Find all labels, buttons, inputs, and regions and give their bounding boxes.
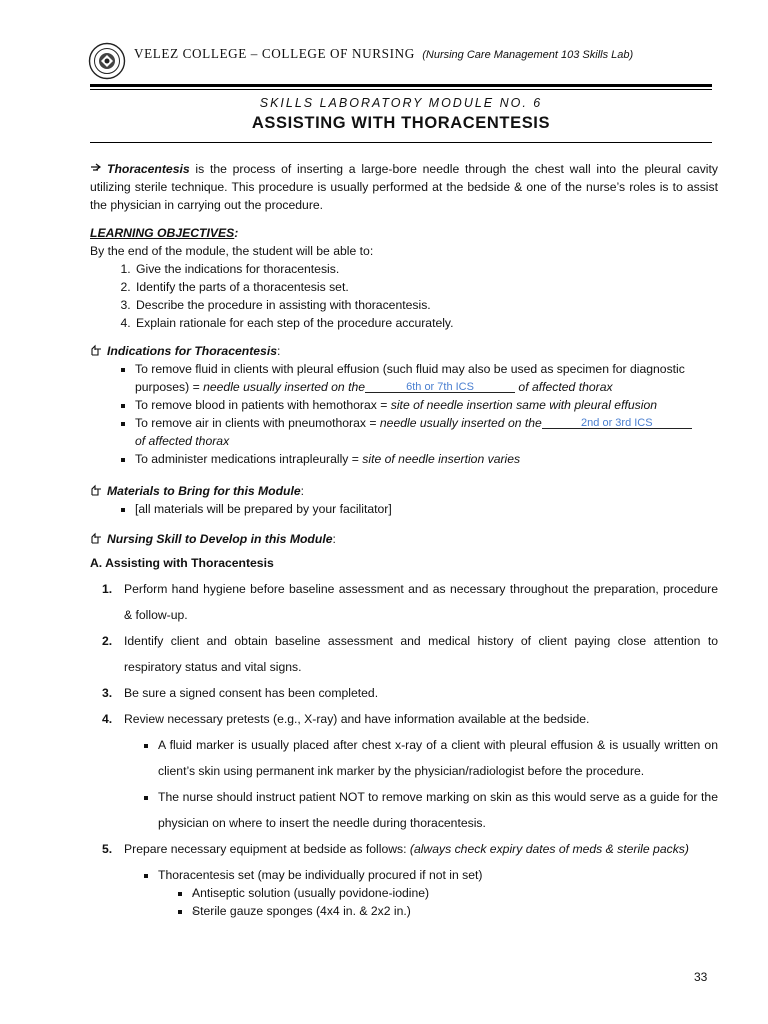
title-rule (90, 142, 712, 143)
page-header (88, 40, 712, 84)
list-item: 5. Prepare necessary equipment at bedside as follows: (always check expiry dates of meds & sterile packs) ▪ Thoracentesis set (may be individually procured if not in set) - ▪ Antiseptic solution (usually povidone-iodine) - ▪ Sterile gauze sponges (4x4 in. & 2x2 in.) (90, 836, 718, 920)
objectives-list (90, 260, 718, 332)
list-item: 1. Perform hand hygiene before baseline assessment and as necessary throughout the preparation, procedure & follow-up. (102, 582, 718, 622)
list-item: 4. Review necessary pretests (e.g., X-ray) and have information available at the bedside. ▪ A fluid marker is usually placed after chest x-ray of a client with pleural effusion & is usually written on client’s skin using permanent ink marker by the physician/radiologist before the procedure. ▪ The nurse should instruct patient NOT to remove marking on skin as this would serve as a guide for the physician on where to insert the needle during thoracentesis. (90, 706, 718, 836)
list-item: ▪ To remove blood in patients with hemothorax = site of needle insertion same with pleural effusion (135, 396, 718, 414)
skill-heading: Nursing Skill to Develop in this Module: (90, 530, 718, 548)
procedure-steps (90, 576, 718, 920)
intro-paragraph (90, 160, 718, 214)
list-item: 2. Identify client and obtain baseline assessment and medical history of client paying close attention to respiratory status and vital signs. (102, 634, 718, 674)
pointing-hand-icon (90, 532, 104, 544)
pointing-hand-icon (90, 484, 104, 496)
list-item: 3. Describe the procedure in assisting with thoracentesis. (134, 296, 718, 314)
handwritten-answer: 6th or 7th ICS (406, 381, 474, 393)
thoracentesis-set-list (158, 884, 718, 920)
module-number: SKILLS LABORATORY MODULE NO. 6 (259, 96, 543, 110)
list-item: 3. Be sure a signed consent has been completed. (102, 686, 379, 700)
list-item: - ▪ Antiseptic solution (usually povidone-iodine) (192, 884, 718, 902)
objectives-lead: By the end of the module, the student will be able to: (90, 244, 374, 258)
list-item: ▪ To administer medications intrapleurally = site of needle insertion varies (135, 450, 718, 468)
list-item: ▪ A fluid marker is usually placed after chest x-ray of a client with pleural effusion & is usually written on client’s skin using permanent ink marker by the physician/radiologist before the procedure. (158, 732, 718, 784)
objectives-heading: LEARNING OBJECTIVES: (90, 226, 239, 240)
course-name: (Nursing Care Management 103 Skills Lab) (422, 49, 634, 61)
materials-list (90, 500, 718, 518)
step5-sublist (124, 866, 718, 920)
intro-term: Thoracentesis (107, 162, 190, 176)
list-item: ▪ To remove fluid in clients with pleural effusion (such fluid may also be used as specimen for diagnostic purposes) = needle usually inserted on the 6th or 7th ICS of affected thorax (135, 360, 718, 396)
header-rule (90, 84, 712, 87)
page-number: 33 (694, 970, 708, 984)
section-title: A. Assisting with Thoracentesis (90, 556, 274, 570)
answer-blank (365, 379, 515, 393)
list-item: ▪ [all materials will be prepared by your facilitator] (135, 500, 718, 518)
college-name: VELEZ COLLEGE – COLLEGE OF NURSING (134, 46, 415, 61)
list-item: 1. Give the indications for thoracentesis. (134, 260, 718, 278)
step4-sublist (124, 732, 718, 836)
list-item: ▪ The nurse should instruct patient NOT to remove marking on skin as this would serve as a guide for the physician on where to insert the needle during thoracentesis. (158, 784, 718, 836)
pointing-hand-icon (90, 162, 104, 174)
list-item: 2. Identify the parts of a thoracentesis set. (134, 278, 718, 296)
handwritten-answer: 2nd or 3rd ICS (581, 417, 653, 429)
indications-heading: Indications for Thoracentesis: (90, 342, 718, 360)
list-item: ▪ To remove air in clients with pneumothorax = needle usually inserted on the 2nd or 3rd ICS of affected thorax (135, 414, 718, 450)
pointing-hand-icon (90, 344, 104, 356)
materials-heading: Materials to Bring for this Module: (90, 482, 718, 500)
intro-text: is the process of inserting a large-bore needle through the chest wall into the pleural cavity utilizing sterile technique. This procedure is usually performed at the bedside & one of the nurse’s roles is to assist the physician in carrying out the procedure. (90, 162, 718, 212)
list-item: 4. Explain rationale for each step of the procedure accurately. (134, 314, 718, 332)
module-title: ASSISTING WITH THORACENTESIS (251, 114, 551, 132)
header-rule-thin (90, 89, 712, 90)
list-item: ▪ Thoracentesis set (may be individually procured if not in set) - ▪ Antiseptic solution (usually povidone-iodine) - ▪ Sterile gauze sponges (4x4 in. & 2x2 in.) (158, 866, 718, 920)
answer-blank (542, 415, 692, 429)
module-content (90, 160, 718, 920)
college-seal-icon (88, 42, 126, 80)
list-item: - ▪ Sterile gauze sponges (4x4 in. & 2x2 in.) (192, 902, 718, 920)
indications-list (90, 360, 718, 468)
